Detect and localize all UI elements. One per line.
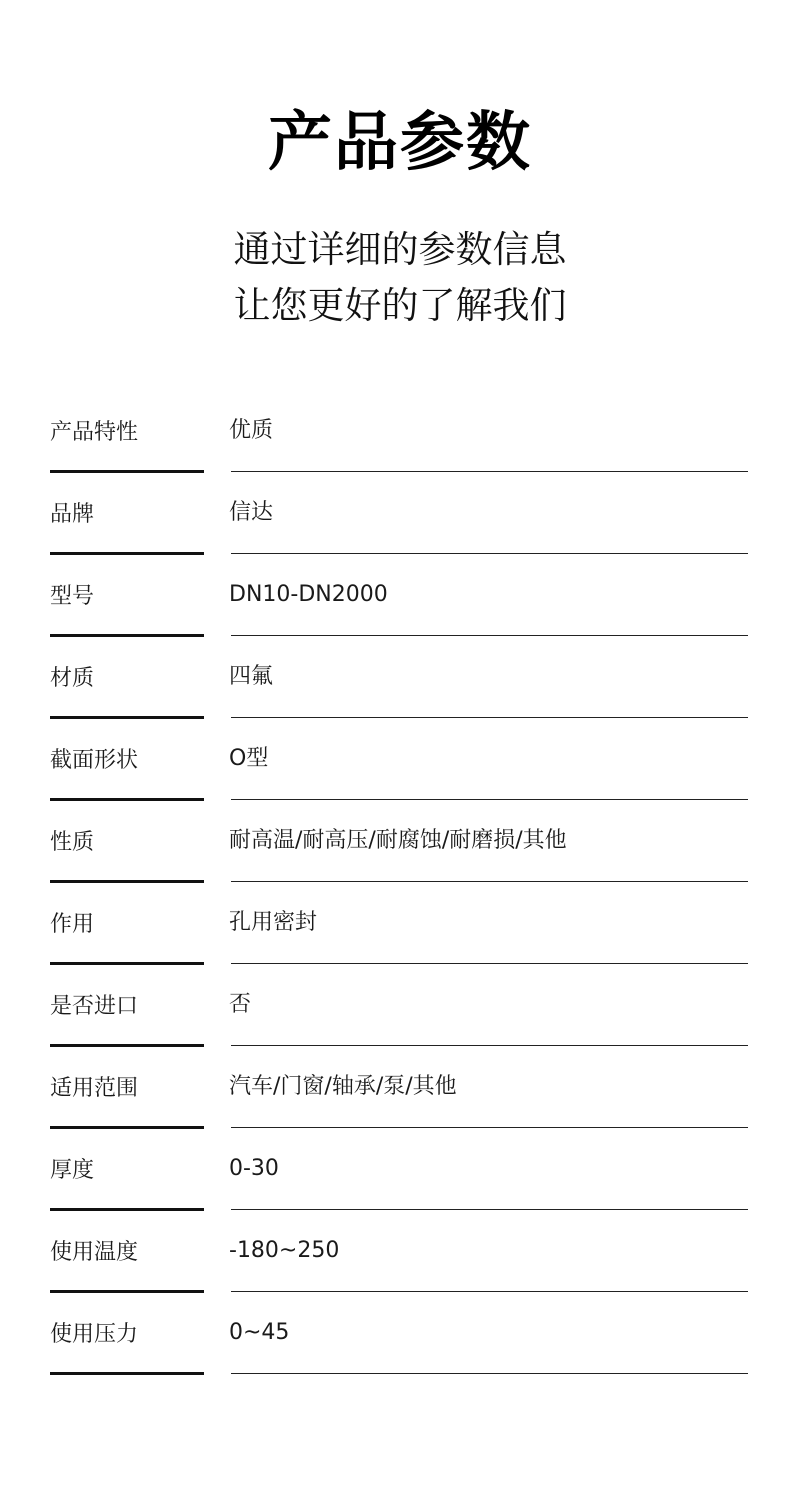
value-divider: [231, 1291, 748, 1292]
param-value: 信达: [229, 500, 274, 525]
parameter-table: [0, 392, 800, 1376]
param-label: 材质: [50, 666, 95, 691]
param-label: 使用压力: [50, 1322, 139, 1347]
page-title: 产品参数: [268, 106, 532, 180]
param-row-cross-section: [0, 720, 800, 802]
value-divider: [231, 471, 748, 472]
param-label: 作用: [50, 912, 95, 937]
param-label: 是否进口: [50, 994, 139, 1019]
value-divider: [231, 799, 748, 800]
label-divider: [50, 880, 204, 883]
param-value: 0~45: [229, 1320, 290, 1345]
param-value: 耐高温/耐高压/耐腐蚀/耐磨损/其他: [229, 828, 567, 853]
param-value: 汽车/门窗/轴承/泵/其他: [229, 1074, 457, 1099]
param-label: 品牌: [50, 502, 95, 527]
subtitle-line-2: 让您更好的了解我们: [233, 284, 567, 327]
param-row-material: [0, 638, 800, 720]
param-row-thickness: [0, 1130, 800, 1212]
param-label: 适用范围: [50, 1076, 139, 1101]
param-row-product-feature: [0, 392, 800, 474]
label-divider: [50, 1044, 204, 1047]
label-divider: [50, 716, 204, 719]
param-row-brand: [0, 474, 800, 556]
param-value: 四氟: [229, 664, 274, 689]
label-divider: [50, 634, 204, 637]
param-value: 孔用密封: [229, 910, 318, 935]
value-divider: [231, 1045, 748, 1046]
label-divider: [50, 1290, 204, 1293]
page-subtitle: [0, 222, 800, 334]
param-label: 性质: [50, 830, 95, 855]
label-divider: [50, 470, 204, 473]
value-divider: [231, 881, 748, 882]
value-divider: [231, 1127, 748, 1128]
param-value: 优质: [229, 418, 274, 443]
param-value: DN10-DN2000: [229, 582, 388, 607]
param-value: 0-30: [229, 1156, 279, 1181]
label-divider: [50, 552, 204, 555]
param-label: 截面形状: [50, 748, 139, 773]
label-divider: [50, 1208, 204, 1211]
param-label: 产品特性: [50, 420, 139, 445]
param-row-imported: [0, 966, 800, 1048]
value-divider: [231, 717, 748, 718]
label-divider: [50, 962, 204, 965]
value-divider: [231, 963, 748, 964]
param-row-pressure: [0, 1294, 800, 1376]
value-divider: [231, 1373, 748, 1374]
param-value: O型: [229, 746, 269, 771]
value-divider: [231, 553, 748, 554]
param-row-properties: [0, 802, 800, 884]
value-divider: [231, 1209, 748, 1210]
subtitle-line-1: 通过详细的参数信息: [233, 228, 567, 271]
label-divider: [50, 798, 204, 801]
value-divider: [231, 635, 748, 636]
param-row-application: [0, 1048, 800, 1130]
param-row-temperature: [0, 1212, 800, 1294]
param-value: 否: [229, 992, 252, 1017]
param-row-model: [0, 556, 800, 638]
label-divider: [50, 1126, 204, 1129]
param-label: 使用温度: [50, 1240, 139, 1265]
param-label: 型号: [50, 584, 95, 609]
param-label: 厚度: [50, 1158, 95, 1183]
param-row-function: [0, 884, 800, 966]
label-divider: [50, 1372, 204, 1375]
param-value: -180~250: [229, 1238, 340, 1263]
